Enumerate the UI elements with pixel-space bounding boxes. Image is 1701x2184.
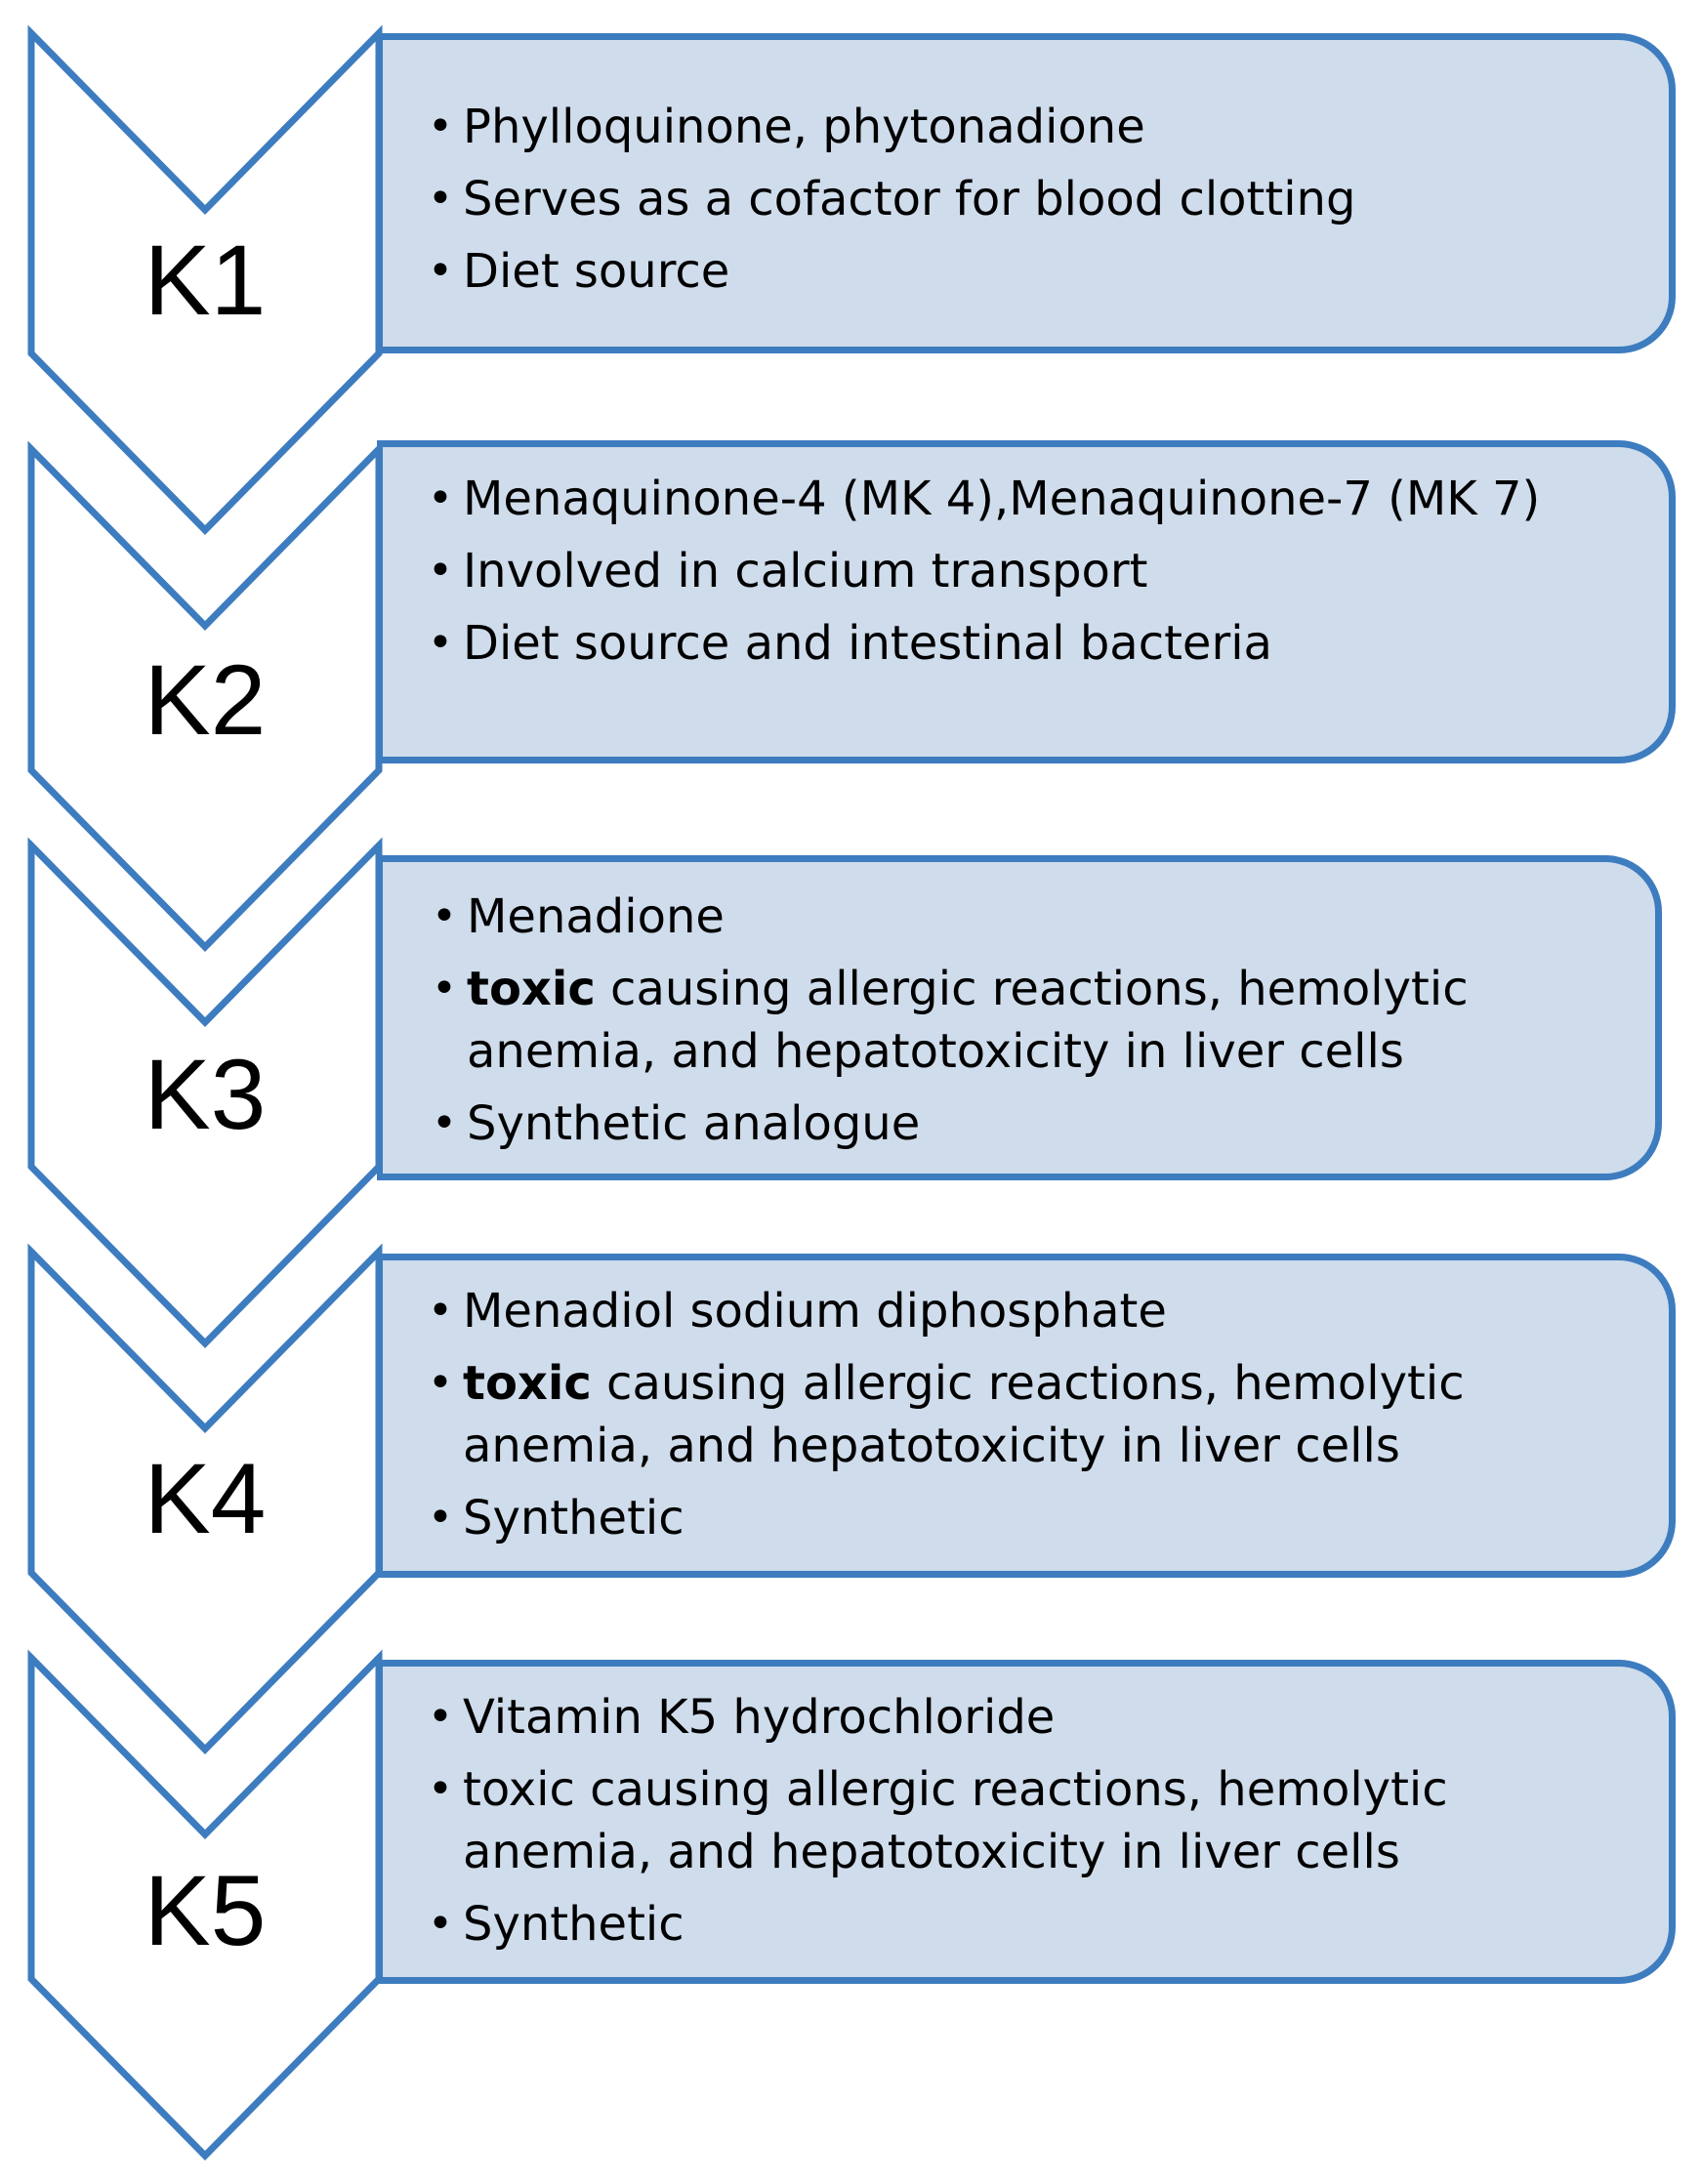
bullet-item: • Menadiol sodium diphosphate: [428, 1280, 1639, 1342]
bullet-item: • Menadione: [432, 886, 1626, 948]
label-k2: K2: [144, 644, 267, 756]
label-k4: K4: [144, 1443, 267, 1554]
label-k3: K3: [144, 1039, 267, 1150]
bullet-item: • toxic causing allergic reactions, hemolytic anemia, and hepatotoxicity in liver cells: [428, 1352, 1639, 1477]
bullet-list: [428, 1280, 1639, 1559]
bullet-item: • Diet source and intestinal bacteria: [428, 612, 1639, 675]
bullet-item: • Menaquinone-4 (MK 4),Menaquinone-7 (MK 7): [428, 468, 1639, 530]
box-k1: [377, 33, 1676, 353]
bullet-item: • Vitamin K5 hydrochloride: [428, 1686, 1639, 1749]
bullet-item: • toxic causing allergic reactions, hemolytic anemia, and hepatotoxicity in liver cells: [428, 1758, 1639, 1883]
bullet-item: • Synthetic: [428, 1487, 1639, 1549]
bullet-list: [428, 96, 1639, 312]
box-k3: [377, 855, 1662, 1180]
bullet-list: [432, 886, 1626, 1165]
bullet-item: • Synthetic analogue: [432, 1092, 1626, 1155]
bullet-item: • Synthetic: [428, 1893, 1639, 1956]
box-k4: [377, 1254, 1676, 1578]
bullet-list: [428, 468, 1639, 684]
box-k5: [377, 1660, 1676, 1984]
bullet-item: • Phylloquinone, phytonadione: [428, 96, 1639, 158]
bullet-item: • Involved in calcium transport: [428, 540, 1639, 602]
bullet-item: • toxic causing allergic reactions, hemolytic anemia, and hepatotoxicity in liver cells: [432, 958, 1626, 1083]
box-k2: [377, 440, 1676, 763]
bullet-item: • Diet source: [428, 240, 1639, 303]
bullet-item: • Serves as a cofactor for blood clotting: [428, 168, 1639, 230]
label-k5: K5: [144, 1855, 267, 1966]
label-k1: K1: [144, 225, 267, 336]
bullet-list: [428, 1686, 1639, 1965]
